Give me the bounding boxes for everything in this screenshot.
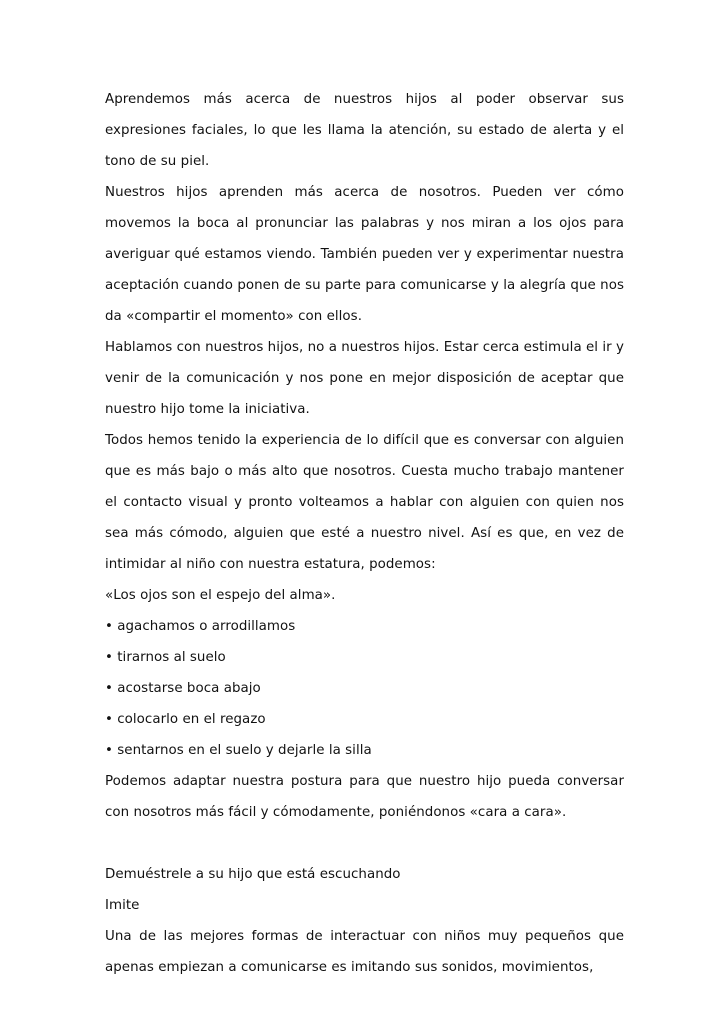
bullet-item: • sentarnos en el suelo y dejarle la silla <box>105 743 372 758</box>
section-heading: Demuéstrele a su hijo que está escuchando <box>105 867 401 882</box>
subsection-heading: Imite <box>105 898 140 913</box>
paragraph-imitate: Una de las mejores formas de interactuar con niños muy pequeños que apenas empiezan a comunicarse es imitando sus sonidos, movimientos, <box>105 929 624 975</box>
document-body <box>105 84 624 983</box>
paragraph-observation: Aprendemos más acerca de nuestros hijos al poder observar sus expresiones faciales, lo que les llama la atención, su estado de alerta y el tono de su piel. <box>105 92 624 169</box>
bullet-item: • colocarlo en el regazo <box>105 712 266 727</box>
bullet-item: • acostarse boca abajo <box>105 681 261 696</box>
quote-line: «Los ojos son el espejo del alma». <box>105 588 336 603</box>
paragraph-experience: Todos hemos tenido la experiencia de lo difícil que es conversar con alguien que es más bajo o más alto que nosotros. Cuesta mucho trabajo mantener el contacto visual y pronto volteamos a hablar con alguien con quien nos sea más cómodo, alguien que esté a nuestro nivel. Así es que, en vez de intimidar al niño con nuestra estatura, podemos: <box>105 433 624 572</box>
bullet-item: • tirarnos al suelo <box>105 650 226 665</box>
bullet-item: • agachamos o arrodillamos <box>105 619 296 634</box>
paragraph-children-learn: Nuestros hijos aprenden más acerca de nosotros. Pueden ver cómo movemos la boca al pronunciar las palabras y nos miran a los ojos para averiguar qué estamos viendo. También pueden ver y experimentar nuestra aceptación cuando ponen de su parte para comunicarse y la alegría que nos da «compartir el momento» con ellos. <box>105 185 624 324</box>
blank-line <box>105 828 624 859</box>
paragraph-posture: Podemos adaptar nuestra postura para que nuestro hijo pueda conversar con nosotros más fácil y cómodamente, poniéndonos «cara a cara». <box>105 774 624 820</box>
paragraph-talk-with: Hablamos con nuestros hijos, no a nuestros hijos. Estar cerca estimula el ir y venir de la comunicación y nos pone en mejor disposición de aceptar que nuestro hijo tome la iniciativa. <box>105 340 624 417</box>
